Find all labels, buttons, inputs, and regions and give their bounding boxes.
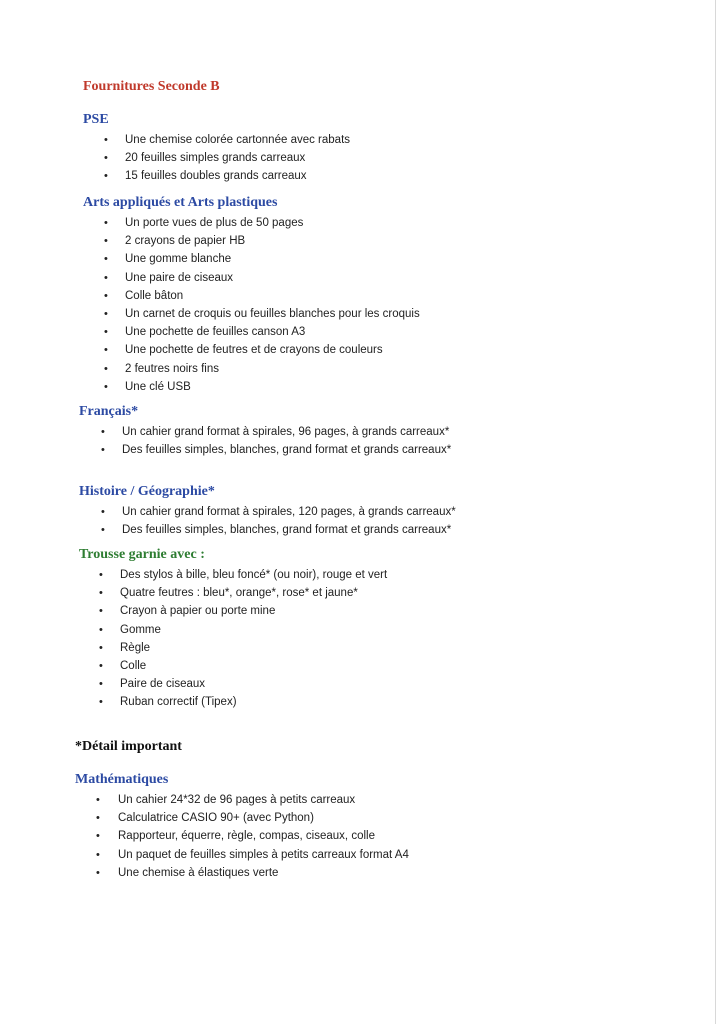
list-item xyxy=(0,167,724,185)
list-item-text: Une pochette de feuilles canson A3 xyxy=(125,326,306,339)
list-item-text: Une gomme blanche xyxy=(125,253,232,266)
list-item xyxy=(0,269,724,287)
list-item-text: Des stylos à bille, bleu foncé* (ou noir), rouge et vert xyxy=(120,569,388,581)
list-item xyxy=(0,846,724,864)
list-item-text: Une chemise à élastiques verte xyxy=(118,866,279,879)
bullet-icon: • xyxy=(104,326,108,339)
bullet-icon: • xyxy=(99,587,103,600)
bullet-icon: • xyxy=(104,170,108,183)
section-heading-maths: Mathématiques xyxy=(75,772,169,787)
section-heading-francais: Français* xyxy=(79,404,139,419)
bullet-icon: • xyxy=(96,794,100,806)
list-item-text: 2 crayons de papier HB xyxy=(125,235,246,248)
section-heading-detail: *Détail important xyxy=(75,739,182,754)
list-item-text: 2 feutres noirs fins xyxy=(125,362,219,375)
bullet-icon: • xyxy=(104,307,108,320)
section-maths xyxy=(0,771,724,882)
bullet-icon: • xyxy=(99,605,103,618)
bullet-icon: • xyxy=(104,217,108,229)
list-item xyxy=(0,809,724,827)
bullet-icon: • xyxy=(96,848,100,861)
list-item xyxy=(0,214,724,232)
list-item-text: Une paire de ciseaux xyxy=(125,271,234,284)
bullet-icon: • xyxy=(99,623,103,636)
bullet-icon: • xyxy=(101,506,105,518)
bullet-icon: • xyxy=(104,380,108,393)
list-item xyxy=(0,864,724,882)
list-item-text: Quatre feutres : bleu*, orange*, rose* et jaune* xyxy=(120,587,358,600)
list-item-text: Règle xyxy=(120,641,151,654)
bullet-icon: • xyxy=(101,444,105,457)
bullet-icon: • xyxy=(104,289,108,302)
bullet-icon: • xyxy=(99,696,103,709)
list-item-text: Un cahier 24*32 de 96 pages à petits carreaux xyxy=(118,794,356,806)
list-item-text: Un paquet de feuilles simples à petits carreaux format A4 xyxy=(118,848,409,861)
list-item-text: Une pochette de feutres et de crayons de couleurs xyxy=(125,344,383,357)
bullet-icon: • xyxy=(101,426,105,438)
item-list-histoire xyxy=(0,503,724,539)
list-item-text: Colle bâton xyxy=(125,289,184,302)
bullet-icon: • xyxy=(104,362,108,375)
list-item xyxy=(0,360,724,378)
list-item xyxy=(0,639,724,657)
section-trousse xyxy=(0,546,724,712)
bullet-icon: • xyxy=(104,253,108,266)
list-item-text: Rapporteur, équerre, règle, compas, ciseaux, colle xyxy=(118,830,375,843)
section-heading-trousse: Trousse garnie avec : xyxy=(79,547,205,562)
list-item xyxy=(0,584,724,602)
list-item xyxy=(0,423,724,441)
bullet-icon: • xyxy=(99,659,103,672)
item-list-maths xyxy=(0,791,724,882)
list-item xyxy=(0,232,724,250)
bullet-icon: • xyxy=(99,678,103,691)
bullet-icon: • xyxy=(96,866,100,879)
list-item xyxy=(0,657,724,675)
list-item-text: Une clé USB xyxy=(125,380,191,393)
list-item xyxy=(0,131,724,149)
section-arts xyxy=(0,194,724,396)
list-item xyxy=(0,378,724,396)
section-heading-arts: Arts appliqués et Arts plastiques xyxy=(83,195,278,210)
list-item xyxy=(0,675,724,693)
list-item-text: Colle xyxy=(120,659,147,672)
section-detail xyxy=(0,738,724,758)
bullet-icon: • xyxy=(104,271,108,284)
list-item-text: Un cahier grand format à spirales, 96 pages, à grands carreaux* xyxy=(122,426,450,438)
item-list-trousse xyxy=(0,566,724,712)
list-item-text: Crayon à papier ou porte mine xyxy=(120,605,276,618)
list-item xyxy=(0,602,724,620)
list-item xyxy=(0,791,724,809)
list-item xyxy=(0,521,724,539)
bullet-icon: • xyxy=(104,235,108,248)
list-item-text: Un carnet de croquis ou feuilles blanches pour les croquis xyxy=(125,307,420,320)
section-francais xyxy=(0,403,724,459)
list-item-text: Un cahier grand format à spirales, 120 pages, à grands carreaux* xyxy=(122,506,456,518)
list-item xyxy=(0,827,724,845)
section-histoire xyxy=(0,483,724,539)
bullet-icon: • xyxy=(104,134,108,146)
list-item xyxy=(0,341,724,359)
bullet-icon: • xyxy=(96,812,100,825)
list-item-text: Une chemise colorée cartonnée avec rabats xyxy=(125,134,351,146)
item-list-arts xyxy=(0,214,724,396)
list-item-text: Des feuilles simples, blanches, grand format et grands carreaux* xyxy=(122,524,452,537)
list-item-text: 15 feuilles doubles grands carreaux xyxy=(125,170,307,183)
list-item xyxy=(0,503,724,521)
list-item xyxy=(0,305,724,323)
list-item-text: Gomme xyxy=(120,623,161,636)
section-pse xyxy=(0,111,724,186)
item-list-pse xyxy=(0,131,724,186)
bullet-icon: • xyxy=(96,830,100,843)
bullet-icon: • xyxy=(104,152,108,165)
section-heading-pse: PSE xyxy=(83,112,109,127)
list-item-text: 20 feuilles simples grands carreaux xyxy=(125,152,306,165)
list-item-text: Un porte vues de plus de 50 pages xyxy=(125,217,304,229)
bullet-icon: • xyxy=(104,344,108,357)
document-title: Fournitures Seconde B xyxy=(83,79,220,94)
list-item xyxy=(0,149,724,167)
list-item-text: Calculatrice CASIO 90+ (avec Python) xyxy=(118,812,314,825)
bullet-icon: • xyxy=(99,641,103,654)
list-item-text: Des feuilles simples, blanches, grand format et grands carreaux* xyxy=(122,444,452,457)
list-item-text: Paire de ciseaux xyxy=(120,678,206,691)
list-item xyxy=(0,693,724,711)
list-item xyxy=(0,566,724,584)
bullet-icon: • xyxy=(101,524,105,537)
list-item xyxy=(0,287,724,305)
list-item-text: Ruban correctif (Tipex) xyxy=(120,696,237,709)
list-item xyxy=(0,621,724,639)
list-item xyxy=(0,323,724,341)
list-item xyxy=(0,250,724,268)
bullet-icon: • xyxy=(99,569,103,581)
item-list-francais xyxy=(0,423,724,459)
list-item xyxy=(0,441,724,459)
section-heading-histoire: Histoire / Géographie* xyxy=(79,484,215,499)
